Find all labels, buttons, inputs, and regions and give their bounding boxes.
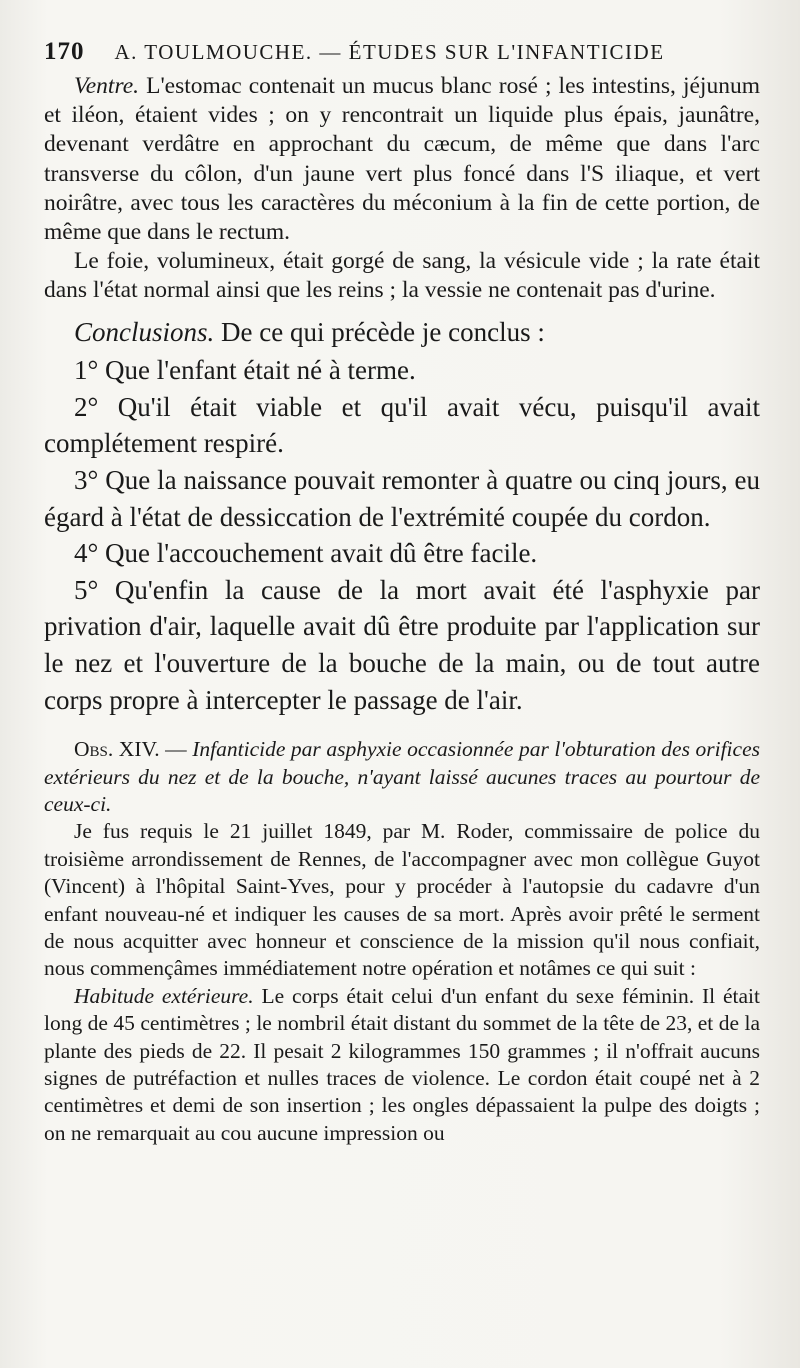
habitude-text: Le corps était celui d'un enfant du sexe féminin. Il était long de 45 centimètres ; le nombril était distant du sommet de la tête de 23, et de la plante des pieds de 22. Il pesait 2 kilogrammes 150 grammes ; il n'offrait aucuns signes de putréfaction et nulles traces de violence. Le cordon était coupé net à 2 centimètres et demi de son insertion ; les ongles dépassaient la pulpe des doigts ; on ne remarquait au cou aucune impression ou	[44, 983, 760, 1145]
conclusion-item-5: 5° Qu'enfin la cause de la mort avait été l'asphyxie par privation d'air, laquelle avait dû être produite par l'application sur le nez et l'ouverture de la bouche de la main, ou de tout autre corps propre à intercepter le passage de l'air.	[44, 574, 760, 715]
habitude-paragraph	[44, 983, 760, 1147]
page-number: 170	[44, 38, 85, 65]
conclusions-label: Conclusions.	[74, 316, 215, 347]
habitude-label: Habitude extérieure.	[74, 983, 254, 1008]
observation-label: Obs. XIV.	[74, 737, 160, 762]
observation-dash: —	[159, 737, 193, 762]
conclusion-item-3: 3° Que la naissance pouvait remonter à quatre ou cinq jours, eu égard à l'état de dessiccation de l'extrémité coupée du cordon.	[44, 465, 760, 532]
ventre-text: L'estomac contenait un mucus blanc rosé ; les intestins, jéjunum et iléon, étaient vides ; on y rencontrait un liquide plus épais, jaunâtre, devenant verdâtre en approchant du cæcum, de même que dans l'arc transverse du côlon, d'un jaune vert plus foncé dans l'S iliaque, et vert noirâtre, avec tous les caractères du méconium à la fin de cette portion, de même que dans le rectum.	[44, 73, 760, 246]
observation-title: Infanticide par asphyxie occasionnée par l'obturation des orifices extérieurs du nez et de la bouche, n'ayant laissé aucunes traces au pourtour de ceux-ci.	[44, 737, 760, 816]
autopsy-findings	[44, 72, 760, 306]
ventre-paragraph	[44, 72, 760, 247]
ventre-label: Ventre.	[74, 73, 140, 99]
running-header	[44, 38, 760, 66]
observation-section	[44, 736, 760, 1147]
conclusions-intro: De ce qui précède je conclus :	[214, 316, 545, 347]
conclusion-item-2: 2° Qu'il était viable et qu'il avait vécu, puisqu'il avait complétement respiré.	[44, 391, 760, 459]
conclusion-item-4: 4° Que l'accouchement avait dû être facile.	[74, 538, 538, 569]
conclusions-section	[44, 314, 760, 719]
conclusions-heading	[44, 314, 760, 351]
foie-paragraph: Le foie, volumineux, était gorgé de sang, la vésicule vide ; la rate était dans l'état normal ainsi que les reins ; la vessie ne contenait pas d'urine.	[44, 248, 760, 304]
observation-heading	[44, 736, 760, 818]
observation-paragraph: Je fus requis le 21 juillet 1849, par M. Roder, commissaire de police du troisième arrondissement de Rennes, de l'accompagner avec mon collègue Guyot (Vincent) à l'hôpital Saint-Yves, pour y procéder à l'autopsie du cadavre d'un enfant nouveau-né et indiquer les causes de sa mort. Après avoir prêté le serment de nous acquitter avec honneur et conscience de la mission qu'il nous confiait, nous commençâmes immédiatement notre opération et notâmes ce qui suit :	[44, 819, 760, 981]
conclusion-item-1: 1° Que l'enfant était né à terme.	[74, 355, 416, 386]
header-title: A. TOULMOUCHE. — ÉTUDES SUR L'INFANTICIDE	[114, 40, 665, 64]
